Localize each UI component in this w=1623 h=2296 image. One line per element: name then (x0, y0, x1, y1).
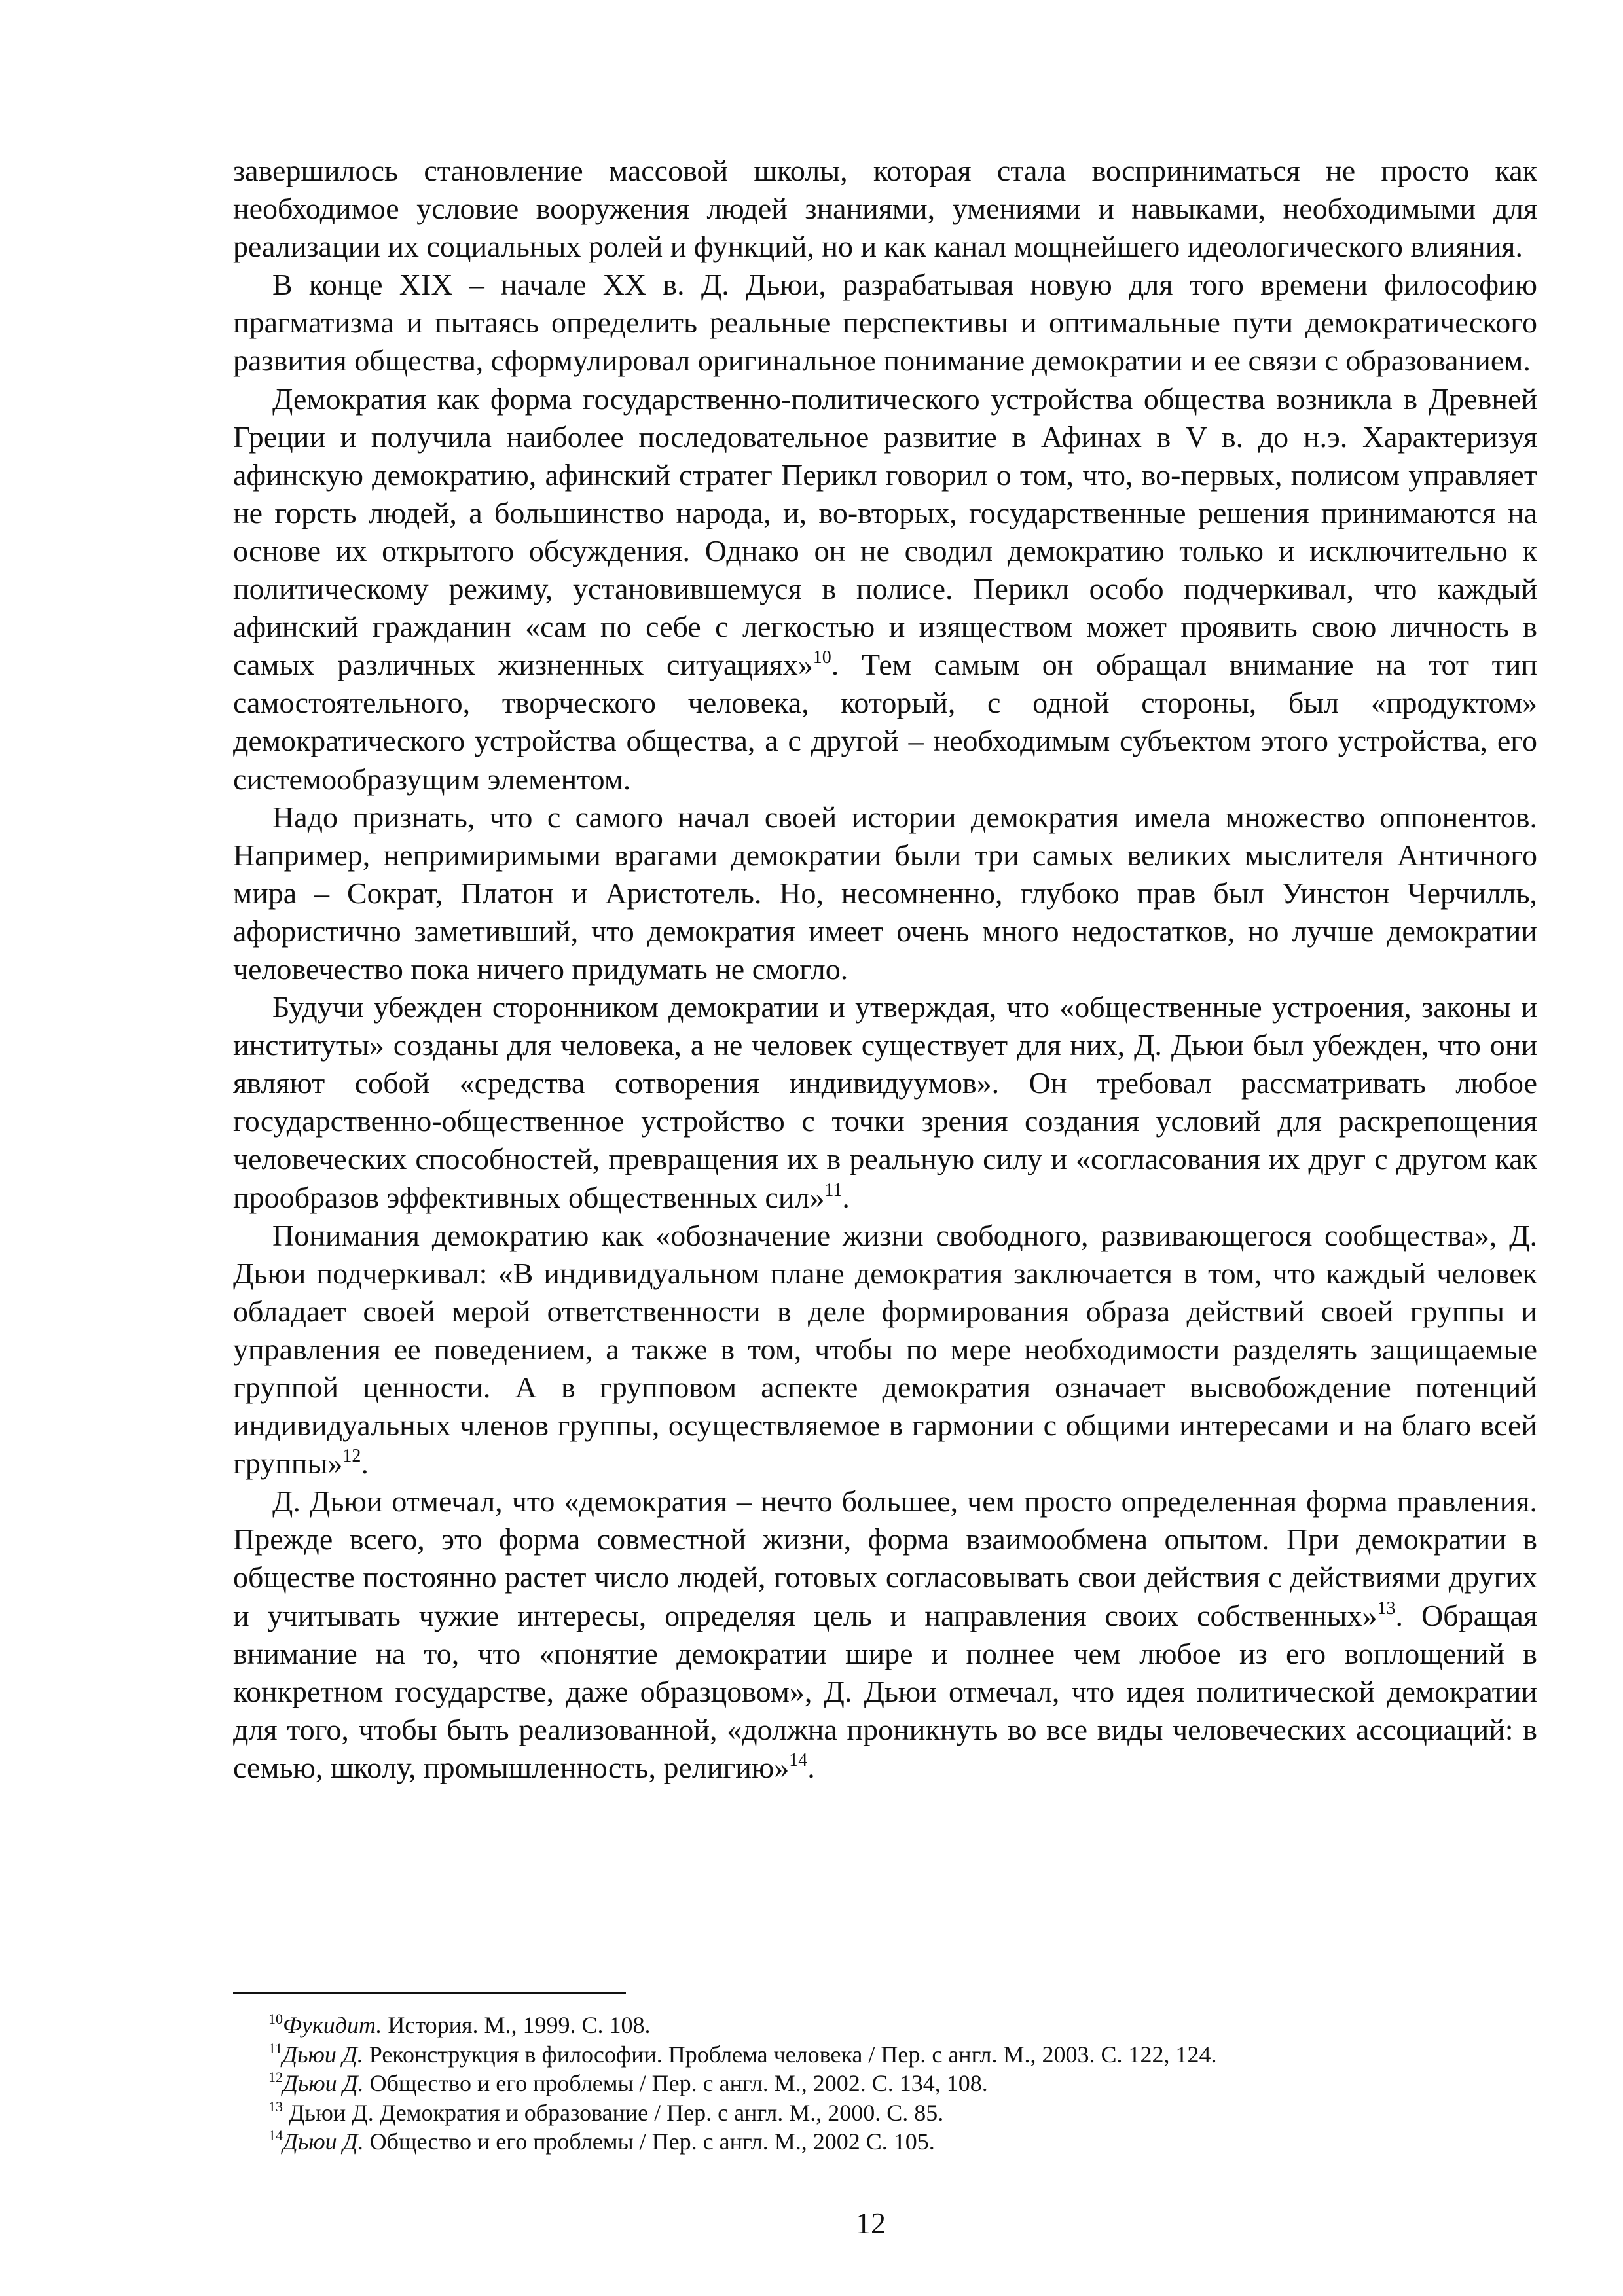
footnote-author: Дьюи Д. (282, 2041, 363, 2068)
footnote-text: Общество и его проблемы / Пер. с англ. М., 2002. С. 134, 108. (363, 2070, 988, 2096)
footnote-ref-10[interactable]: 10 (812, 647, 831, 668)
footnote-number: 12 (268, 2069, 283, 2085)
paragraph-2 (233, 266, 1537, 380)
paragraph-3-text-b: . Тем самым он обращал внимание на тот тип самостоятельного, творческого человека, который, с одной стороны, был «продуктом» демократического устройства общества, а с другой – необходимым субъектом этого устройства, его системообразущим элементом. (233, 648, 1537, 796)
paragraph-7-text-c: . (807, 1750, 815, 1784)
paragraph-5-text-a: Будучи убежден сторонником демократии и утверждая, что «общественные устроения, законы и институты» созданы для человека, а не человек существует для них, Д. Дьюи был убежден, что они являют собой «средства сотворения индивидуумов». Он требовал рассматривать любое государственно-общественное устройство с точки зрения создания условий для раскрепощения человеческих способностей, превращения их в реальную силу и «согласования их друг с другом как прообразов эффективных общественных сил» (233, 990, 1537, 1214)
footnote-author: Фукидит. (283, 2012, 382, 2038)
footnote-13 (268, 2098, 1512, 2128)
paragraph-6 (233, 1217, 1537, 1483)
paragraph-1-text: завершилось становление массовой школы, которая стала восприниматься не просто как необходимое условие вооружения людей знаниями, умениями и навыками, необходимыми для реализации их социальных ролей и функций, но и как канал мощнейшего идеологического влияния. (233, 154, 1537, 264)
paragraph-7-text-a: Д. Дьюи отмечал, что «демократия – нечто большее, чем просто определенная форма правления. Прежде всего, это форма совместной жизни, форма взаимообмена опытом. При демократии в обществе постоянно растет число людей, готовых согласовывать свои действия с действиями других и учитывать чужие интересы, определяя цель и направления своих собственных» (233, 1484, 1537, 1632)
paragraph-5-text-b: . (842, 1180, 850, 1214)
footnote-number: 11 (268, 2039, 283, 2056)
page-number: 12 (856, 2206, 886, 2240)
footnotes (268, 2011, 1512, 2157)
paragraph-6-text-b: . (361, 1446, 369, 1480)
paragraph-6-text-a: Понимания демократию как «обозначение жизни свободного, развивающегося сообщества», Д. Дьюи подчеркивал: «В индивидуальном плане демократия заключается в том, что каждый человек обладает своей мерой ответственности в деле формирования образа действий своей группы и управления ее поведением, а также в том, чтобы по мере необходимости разделять защищаемые группой ценности. А в групповом аспекте демократия означает высвобождение потенций индивидуальных членов группы, осуществляемое в гармонии с общими интересами и на благо всей группы» (233, 1218, 1537, 1480)
footnote-number: 13 (268, 2098, 283, 2115)
paragraph-7 (233, 1482, 1537, 1787)
footnote-number: 10 (268, 2011, 283, 2027)
footnote-number: 14 (268, 2127, 283, 2144)
footnote-author: Дьюи Д. (283, 2070, 364, 2096)
footnote-author: Дьюи Д. (283, 2128, 364, 2155)
paragraph-1 (233, 152, 1537, 266)
footnote-ref-14[interactable]: 14 (789, 1749, 808, 1770)
body-text (233, 152, 1537, 1787)
footnote-14 (268, 2127, 1512, 2157)
footnote-ref-12[interactable]: 12 (342, 1446, 361, 1467)
footnote-text: Дьюи Д. Демократия и образование / Пер. с англ. М., 2000. С. 85. (283, 2099, 944, 2126)
footnote-text: История. М., 1999. С. 108. (382, 2012, 651, 2038)
paragraph-5 (233, 988, 1537, 1217)
footnote-10 (268, 2011, 1512, 2040)
paragraph-2-text: В конце XIX – начале XX в. Д. Дьюи, разрабатывая новую для того времени философию прагматизма и пытаясь определить реальные перспективы и оптимальные пути демократического развития общества, сформулировал оригинальное понимание демократии и ее связи с образованием. (233, 268, 1537, 378)
paragraph-7-text-b: . Обращая внимание на то, что «понятие демократии шире и полнее чем любое из его воплощений в конкретном государстве, даже образцовом», Д. Дьюи отмечал, что идея политической демократии для того, чтобы быть реализованной, «должна проникнуть во все виды человеческих ассоциаций: в семью, школу, промышленность, религию» (233, 1598, 1537, 1784)
footnote-12 (268, 2069, 1512, 2098)
footnote-text: Реконструкция в философии. Проблема человека / Пер. с англ. М., 2003. С. 122, 124. (363, 2041, 1217, 2068)
footnote-ref-13[interactable]: 13 (1377, 1598, 1396, 1619)
paragraph-3-text-a: Демократия как форма государственно-политического устройства общества возникла в Древней Греции и получила наиболее последовательное развитие в Афинах в V в. до н.э. Характеризуя афинскую демократию, афинский стратег Перикл говорил о том, что, во-первых, полисом управляет не горсть людей, а большинство народа, и, во-вторых, государственные решения принимаются на основе их открытого обсуждения. Однако он не сводил демократию только и исключительно к политическому режиму, установившемуся в полисе. Перикл особо подчеркивал, что каждый афинский гражданин «сам по себе с легкостью и изяществом может проявить свою личность в самых различных жизненных ситуациях» (233, 382, 1537, 682)
paragraph-3 (233, 380, 1537, 798)
footnote-ref-11[interactable]: 11 (824, 1179, 843, 1200)
footnote-separator (233, 1992, 626, 1994)
paragraph-4 (233, 798, 1537, 988)
footnote-11 (268, 2040, 1512, 2070)
footnote-text: Общество и его проблемы / Пер. с англ. М., 2002 С. 105. (363, 2128, 935, 2155)
paragraph-4-text: Надо признать, что с самого начал своей истории демократия имела множество оппонентов. Например, непримиримыми врагами демократии были три самых великих мыслителя Античного мира – Сократ, Платон и Аристотель. Но, несомненно, глубоко прав был Уинстон Черчилль, афористично заметивший, что демократия имеет очень много недостатков, но лучше демократии человечество пока ничего придумать не смогло. (233, 800, 1537, 986)
